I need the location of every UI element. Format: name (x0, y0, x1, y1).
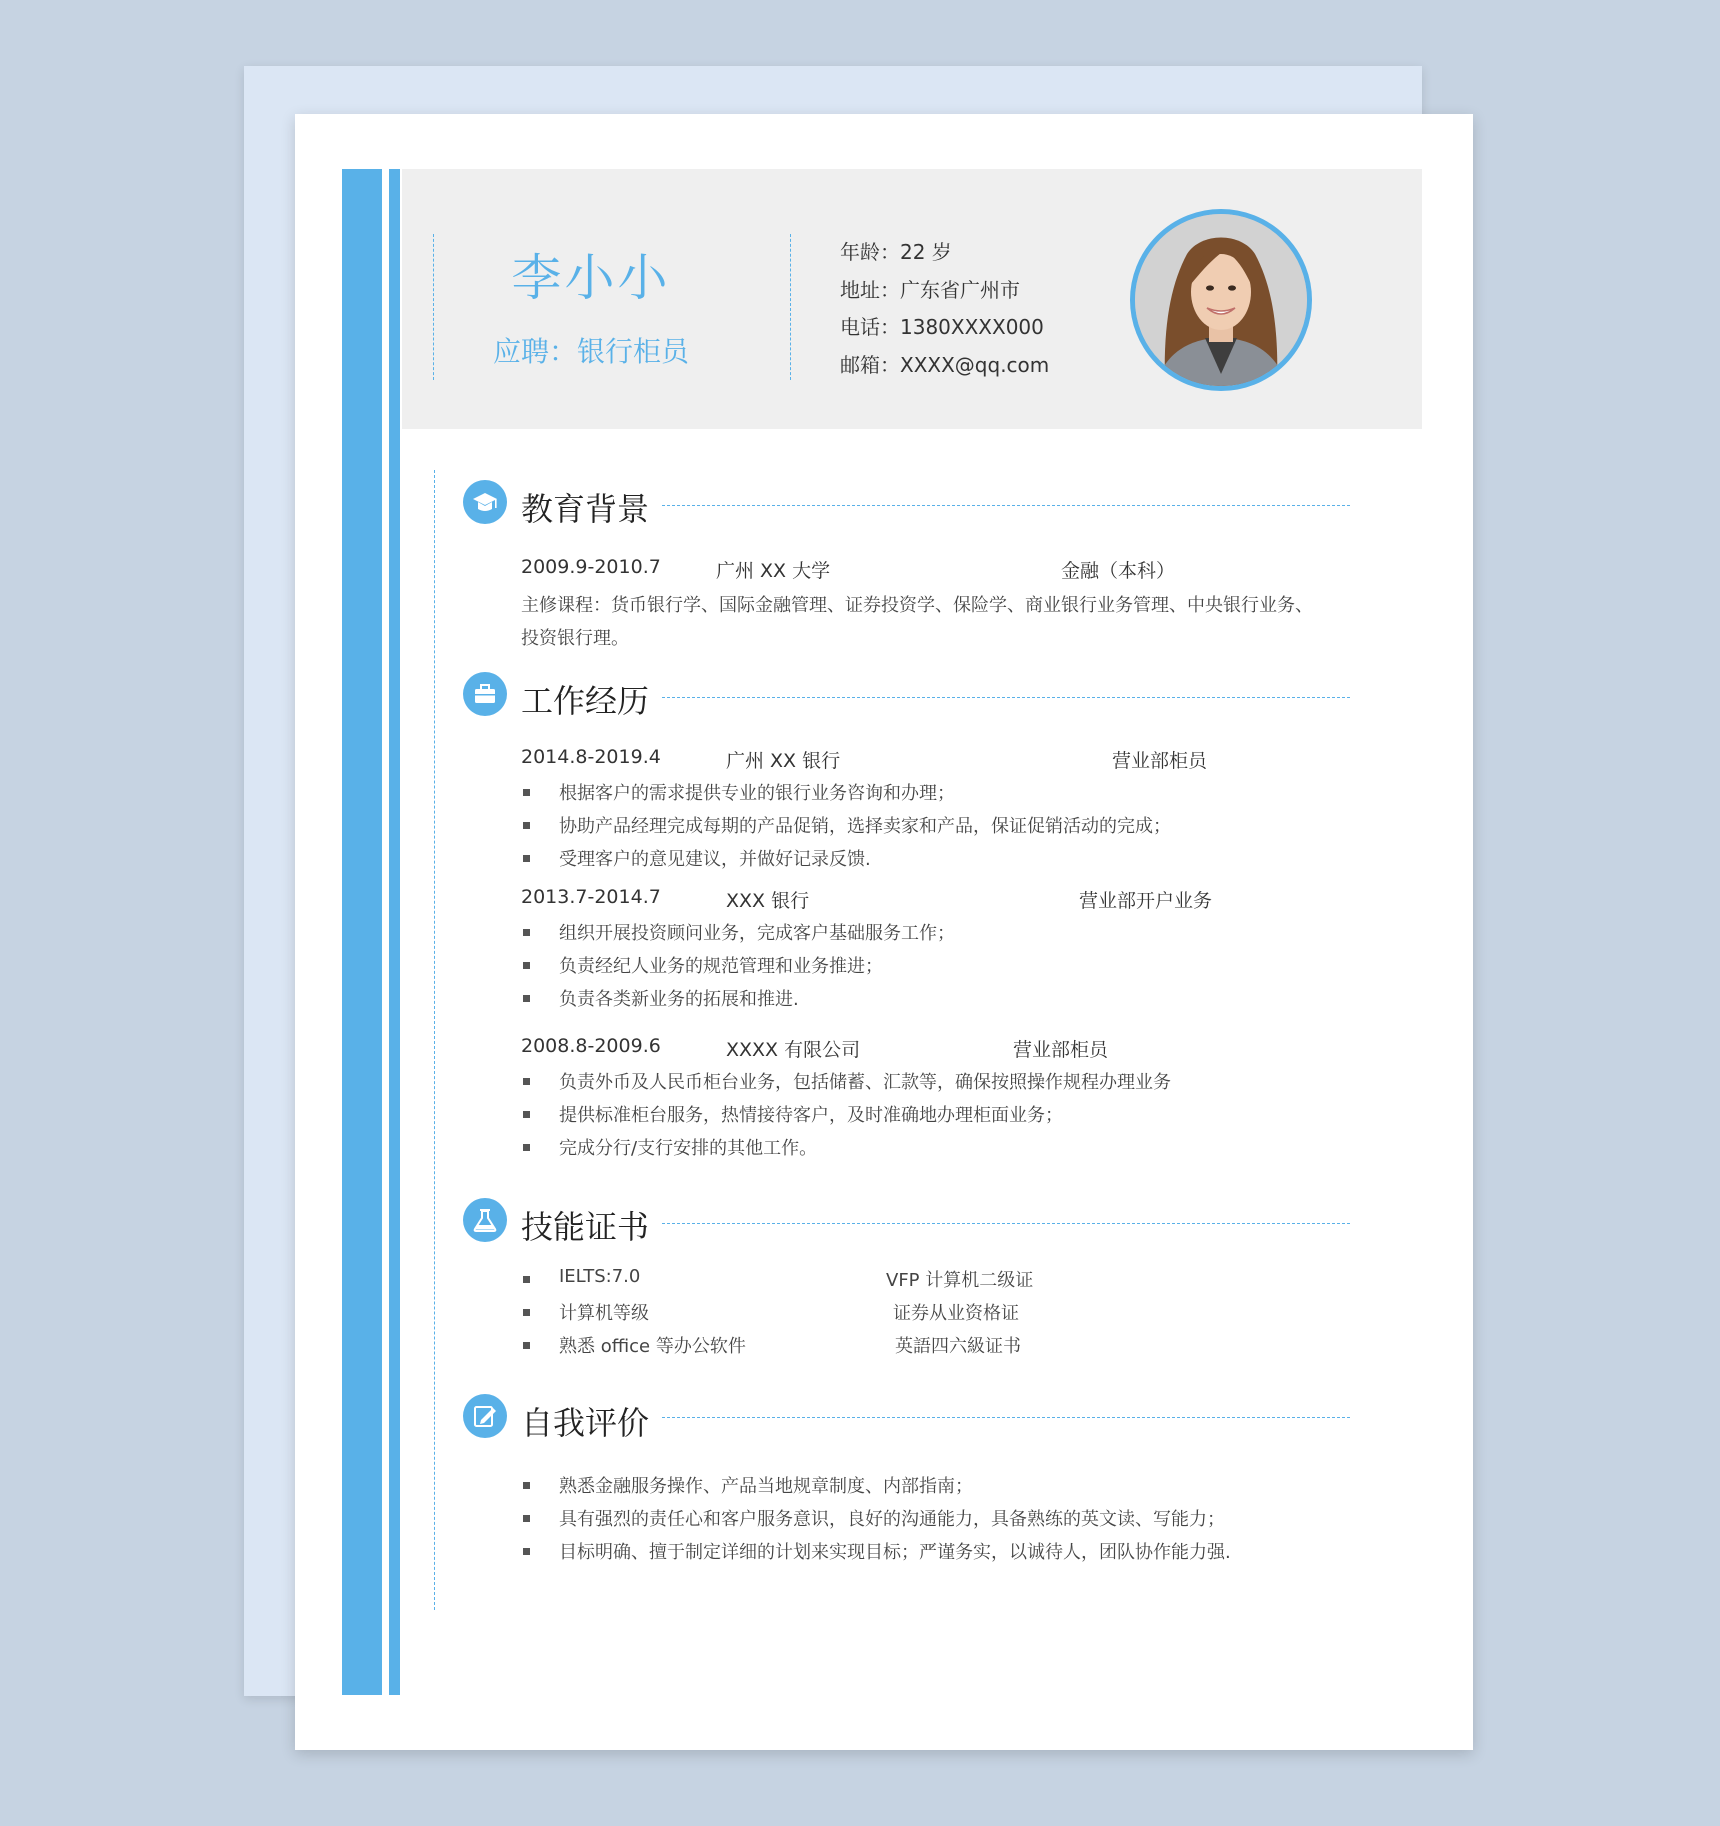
accent-bar-thin (389, 169, 400, 1695)
job-duty: 受理客户的意见建议，并做好记录反馈. (559, 849, 871, 870)
accent-bar-wide (342, 169, 382, 1695)
bullet (523, 929, 530, 936)
job-duty: 提供标准柜台服务，热情接待客户，及时准确地办理柜面业务； (559, 1105, 1063, 1126)
job-period: 2013.7-2014.7 (521, 886, 661, 908)
edu-school: 广州 XX 大学 (716, 560, 831, 582)
section-line-work (662, 697, 1350, 698)
header-divider-mid (790, 234, 791, 380)
bullet (523, 855, 530, 862)
job-position: 营业部柜员 (1112, 750, 1208, 772)
job-applied: 应聘：银行柜员 (492, 335, 689, 368)
job-duty: 负责各类新业务的拓展和推进. (559, 989, 799, 1010)
graduation-cap-icon (463, 480, 507, 524)
job-duty: 完成分行/支行安排的其他工作。 (559, 1138, 818, 1159)
self-eval-item: 目标明确、擅于制定详细的计划来实现目标；严谨务实，以诚待人，团队协作能力强. (559, 1542, 1231, 1563)
info-phone: 电话：1380XXXX000 (840, 315, 1044, 339)
edu-major: 金融（本科） (1061, 560, 1176, 582)
bullet (523, 995, 530, 1002)
flask-icon (463, 1198, 507, 1242)
edu-courses-line2: 投资银行理。 (521, 628, 629, 649)
bullet (523, 1548, 530, 1555)
job-position: 营业部开户业务 (1079, 890, 1213, 912)
skill-item: IELTS:7.0 (559, 1266, 641, 1287)
job-duty: 负责经纪人业务的规范管理和业务推进； (559, 956, 883, 977)
bullet (523, 1276, 530, 1283)
bullet (523, 1309, 530, 1316)
job-company: 广州 XX 银行 (726, 750, 841, 772)
header-divider-left (433, 234, 434, 380)
job-duty: 负责外币及人民币柜台业务，包括储蓄、汇款等，确保按照操作规程办理业务 (559, 1072, 1171, 1093)
info-age: 年龄：22 岁 (840, 240, 952, 264)
bullet (523, 789, 530, 796)
bullet (523, 1144, 530, 1151)
section-title-skills: 技能证书 (521, 1208, 650, 1246)
candidate-name: 李小小 (511, 249, 671, 307)
edit-icon (463, 1394, 507, 1438)
avatar (1130, 209, 1312, 391)
job-position: 营业部柜员 (1013, 1039, 1109, 1061)
skill-item: 熟悉 office 等办公软件 (559, 1336, 746, 1357)
bullet (523, 1515, 530, 1522)
section-line-self-eval (662, 1417, 1350, 1418)
self-eval-item: 熟悉金融服务操作、产品当地规章制度、内部指南； (559, 1476, 973, 1497)
bullet (523, 822, 530, 829)
self-eval-item: 具有强烈的责任心和客户服务意识，良好的沟通能力，具备熟练的英文读、写能力； (559, 1509, 1225, 1530)
bullet (523, 1111, 530, 1118)
section-title-work: 工作经历 (521, 682, 650, 720)
bullet (523, 962, 530, 969)
info-email: 邮箱：XXXX@qq.com (840, 353, 1050, 377)
skill-item: 英語四六級证书 (895, 1336, 1021, 1357)
job-company: XXXX 有限公司 (726, 1039, 861, 1061)
job-company: XXX 银行 (726, 890, 810, 912)
section-line-skills (662, 1223, 1350, 1224)
job-period: 2008.8-2009.6 (521, 1035, 661, 1057)
bullet (523, 1482, 530, 1489)
edu-courses-line1: 主修课程：货币银行学、国际金融管理、证券投资学、保险学、商业银行业务管理、中央银行业务、 (521, 595, 1313, 616)
skill-item: 证券从业资格证 (893, 1303, 1019, 1324)
job-duty: 组织开展投资顾问业务，完成客户基础服务工作； (559, 923, 955, 944)
edu-period: 2009.9-2010.7 (521, 556, 661, 578)
skill-item: 计算机等级 (559, 1303, 649, 1324)
section-title-self-eval: 自我评价 (521, 1404, 650, 1442)
section-title-education: 教育背景 (521, 490, 650, 528)
briefcase-icon (463, 672, 507, 716)
bullet (523, 1078, 530, 1085)
timeline-line (434, 470, 435, 1610)
job-period: 2014.8-2019.4 (521, 746, 661, 768)
section-line-education (662, 505, 1350, 506)
info-address: 地址：广东省广州市 (840, 278, 1020, 302)
job-duty: 根据客户的需求提供专业的银行业务咨询和办理； (559, 783, 955, 804)
bullet (523, 1342, 530, 1349)
job-duty: 协助产品经理完成每期的产品促销，选择卖家和产品，保证促销活动的完成； (559, 816, 1171, 837)
skill-item: VFP 计算机二级证 (886, 1270, 1034, 1291)
